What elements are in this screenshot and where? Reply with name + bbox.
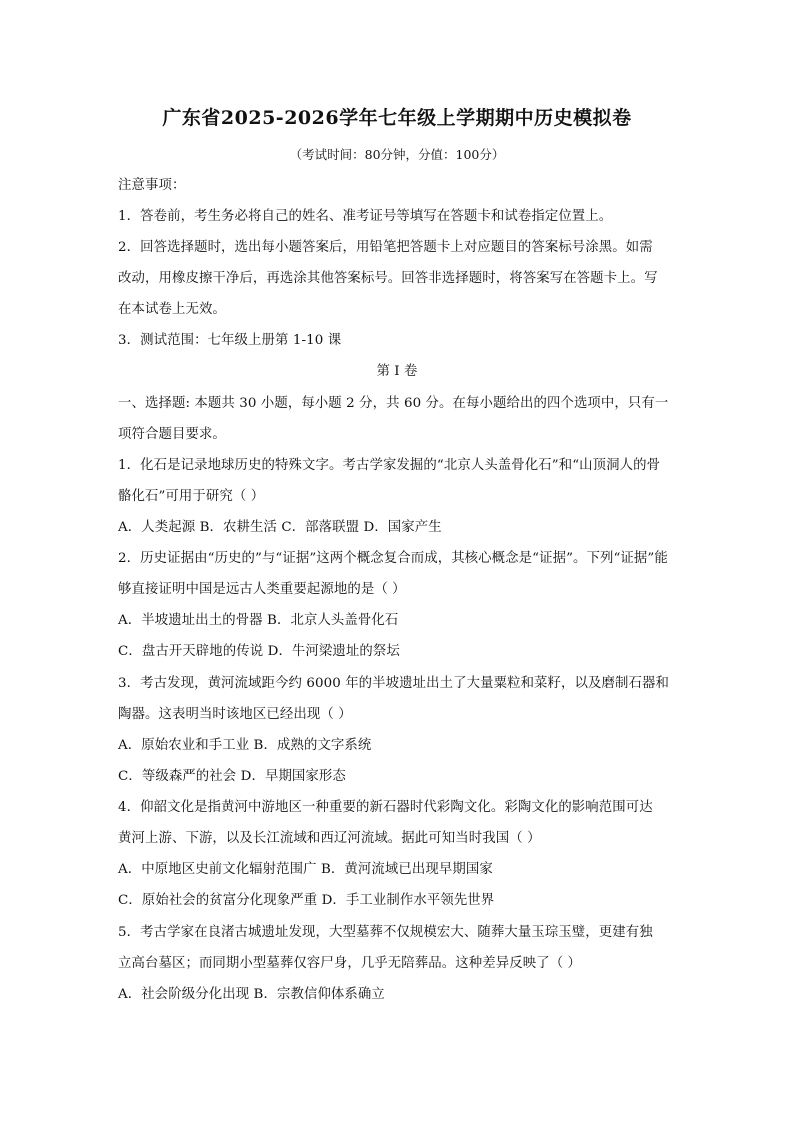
notice-item: 3．测试范围：七年级上册第 1-10 课 — [118, 333, 342, 348]
question-3-options: C．等级森严的社会 D．早期国家形态 — [118, 769, 346, 784]
exam-subtitle: （考试时间：80分钟，分值：100分） — [289, 147, 505, 162]
question-4-options: A．中原地区史前文化辐射范围广 B．黄河流域已出现早期国家 — [118, 862, 493, 877]
instructions-line: 项符合题目要求。 — [118, 427, 226, 442]
question-5-options: A．社会阶级分化出现 B．宗教信仰体系确立 — [118, 987, 385, 1002]
question-2-stem: 够直接证明中国是远古人类重要起源地的是（ ） — [118, 582, 406, 597]
question-3-options: A．原始农业和手工业 B．成熟的文字系统 — [118, 738, 372, 753]
question-5-stem: 立高台墓区；而同期小型墓葬仅容尸身，几乎无陪葬品。这种差异反映了（ ） — [118, 956, 582, 971]
question-2-options: C．盘古开天辟地的传说 D．牛河梁遗址的祭坛 — [118, 644, 400, 659]
question-5-stem: 5．考古学家在良渚古城遗址发现，大型墓葬不仅规模宏大、随葬大量玉琮玉璧，更建有独 — [118, 925, 653, 940]
question-4-stem: 黄河上游、下游，以及长江流域和西辽河流域。据此可知当时我国（ ） — [118, 831, 541, 846]
question-4-options: C．原始社会的贫富分化现象严重 D．手工业制作水平领先世界 — [118, 893, 495, 908]
question-2-stem: 2．历史证据由“历史的”与“证据”这两个概念复合而成，其核心概念是“证据”。下列“证据”能 — [118, 551, 668, 566]
notice-item: 1．答卷前，考生务必将自己的姓名、准考证号等填写在答题卡和试卷指定位置上。 — [118, 209, 613, 224]
question-1-stem: 1．化石是记录地球历史的特殊文字。考古学家发掘的“北京人头盖骨化石”和“山顶洞人的骨 — [118, 458, 661, 473]
instructions-line: 一、选择题: 本题共 30 小题，每小题 2 分，共 60 分。在每小题给出的四个选项中，只有一 — [118, 396, 669, 411]
exam-title: 广东省2025-2026学年七年级上学期期中历史模拟卷 — [162, 107, 632, 129]
notice-item: 2．回答选择题时，选出每小题答案后，用铅笔把答题卡上对应题目的答案标号涂黑。如需 — [118, 240, 653, 255]
question-3-stem: 3．考古发现，黄河流域距今约 6000 年的半坡遗址出土了大量粟粒和菜籽，以及磨制石器和 — [118, 676, 669, 691]
question-1-stem: 骼化石”可用于研究（ ） — [118, 489, 265, 504]
section-title: 第 I 卷 — [376, 364, 418, 379]
question-3-stem: 陶器。这表明当时该地区已经出现（ ） — [118, 707, 352, 722]
question-1-options: A．人类起源 B．农耕生活 C．部落联盟 D．国家产生 — [118, 520, 442, 535]
question-4-stem: 4．仰韶文化是指黄河中游地区一种重要的新石器时代彩陶文化。彩陶文化的影响范围可达 — [118, 800, 653, 815]
notice-item: 改动，用橡皮擦干净后，再选涂其他答案标号。回答非选择题时，将答案写在答题卡上。写 — [118, 271, 658, 286]
question-2-options: A．半坡遗址出土的骨器 B．北京人头盖骨化石 — [118, 613, 399, 628]
notice-item: 在本试卷上无效。 — [118, 302, 226, 317]
notice-heading: 注意事项： — [118, 178, 186, 193]
